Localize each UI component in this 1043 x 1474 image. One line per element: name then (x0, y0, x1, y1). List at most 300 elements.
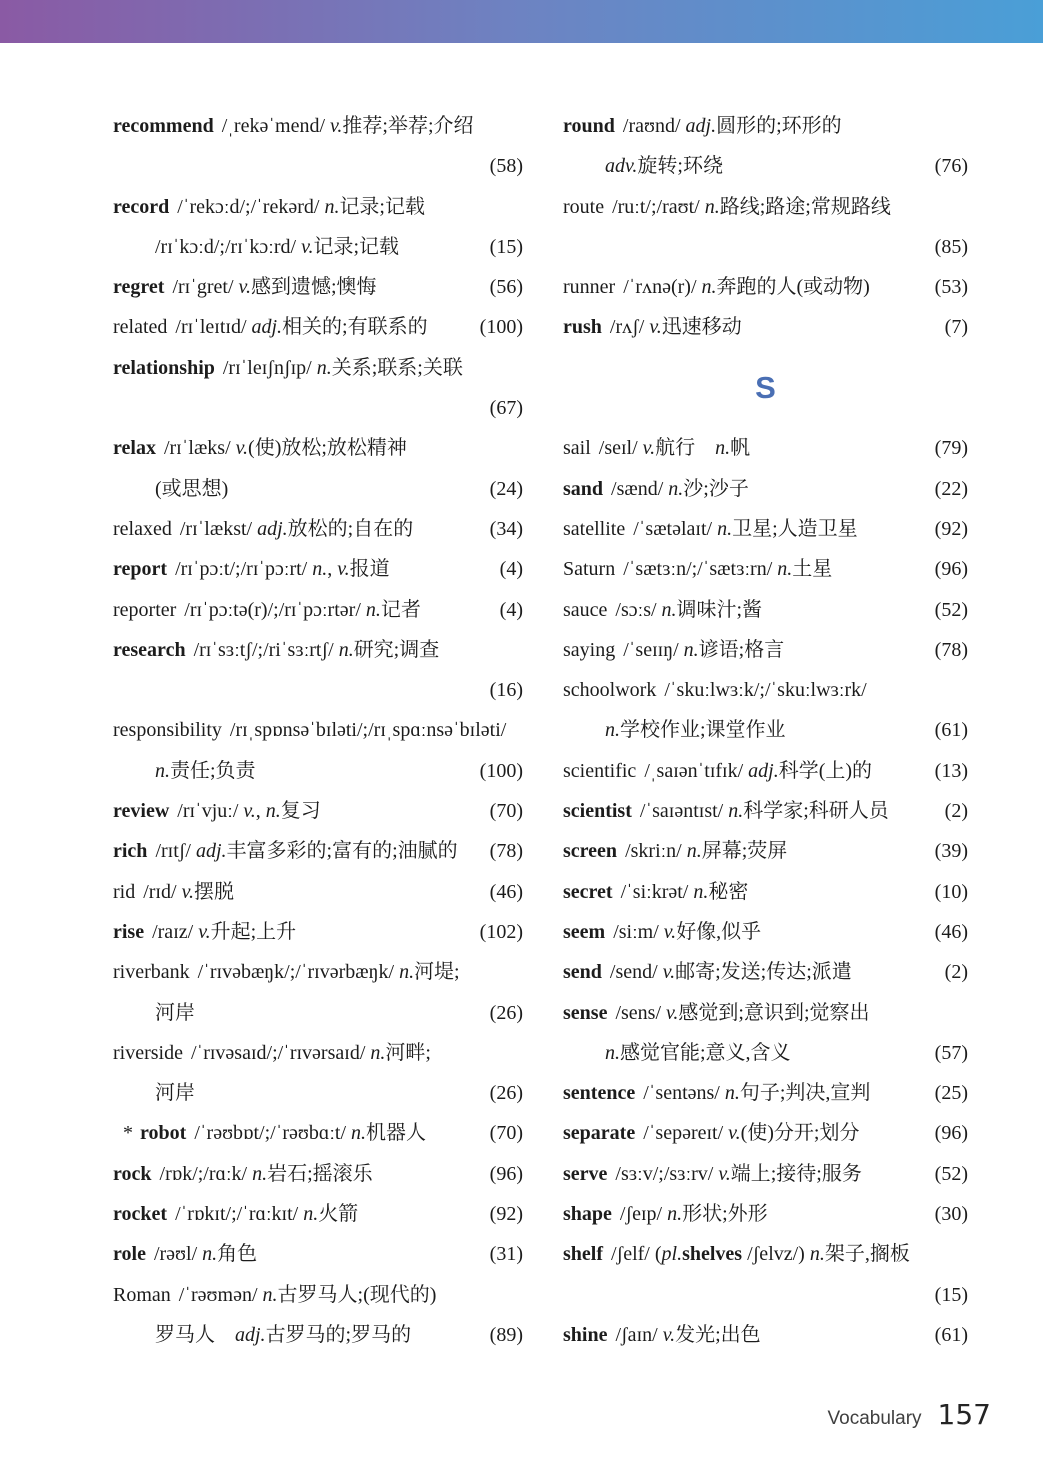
entry-text: 秘密 (708, 880, 749, 903)
entry-line-text (563, 307, 742, 347)
page-ref: (4) (499, 558, 523, 581)
entry-text: 科学(上)的 (778, 759, 873, 782)
entry-text: /rʌʃ/ (609, 316, 650, 339)
pos-abbrev: v. (728, 1122, 741, 1145)
vocab-entry-Roman (113, 1275, 523, 1356)
entry-line (563, 1234, 968, 1274)
entry-text: /rɒk/;/rɑːk/ (159, 1162, 253, 1185)
pos-abbrev: n. (701, 276, 717, 299)
entry-line (113, 146, 523, 186)
entry-line (113, 348, 523, 388)
entry-line (113, 469, 523, 509)
page-ref: (76) (934, 155, 968, 178)
entry-line (113, 187, 523, 227)
entry-text: /sɜːv/;/sɜːrv/ (615, 1162, 719, 1185)
entry-line-text (113, 590, 421, 630)
pos-abbrev: adj. (748, 759, 779, 782)
entry-line (113, 912, 523, 952)
entry-text: 屏幕;荧屏 (701, 840, 788, 863)
entry-line (563, 751, 968, 791)
entry-text: , (255, 800, 266, 823)
entry-text: /rɪˈlækst/ (179, 517, 258, 540)
entry-line (563, 1275, 968, 1315)
entry-line-text (563, 831, 787, 871)
page-ref: (15) (489, 235, 523, 258)
entry-line-text (563, 1154, 862, 1194)
entry-line (113, 872, 523, 912)
entry-line (563, 1315, 968, 1355)
entry-line (113, 267, 523, 307)
entry-text: 放松的;自在的 (287, 517, 414, 540)
page-ref: (10) (934, 880, 968, 903)
vocab-entry-round (563, 106, 968, 187)
vocab-entry-Saturn (563, 549, 968, 589)
entry-line (563, 791, 968, 831)
entry-line-text (113, 267, 377, 307)
vocab-entry-separate (563, 1113, 968, 1153)
entry-text: 丰富多彩的;富有的;油腻的 (226, 840, 458, 863)
entry-text: /ʃelf/ ( (611, 1243, 662, 1266)
headword: Saturn (563, 558, 616, 581)
entry-line (563, 1033, 968, 1073)
vocab-entry-riverside (113, 1033, 523, 1114)
entry-text: 研究;调查 (353, 638, 440, 661)
entry-line (563, 227, 968, 267)
headword: robot (140, 1122, 187, 1145)
page-ref: (15) (934, 1283, 968, 1306)
entry-line-text (563, 1315, 761, 1355)
entry-line (113, 549, 523, 589)
vocab-column-right (563, 106, 968, 1355)
pos-abbrev: n. (365, 598, 381, 621)
page-ref: (100) (479, 316, 523, 339)
entry-line (113, 831, 523, 871)
entry-line-text (113, 428, 407, 468)
entry-line (113, 388, 523, 428)
entry-line-text (113, 993, 195, 1033)
header-gradient-bar (0, 0, 1043, 43)
entry-text: 河堤; (414, 961, 460, 984)
page-ref: (26) (489, 1001, 523, 1024)
entry-line (113, 307, 523, 347)
entry-line (563, 872, 968, 912)
page-ref: (58) (489, 155, 523, 178)
entry-text: 形状;外形 (682, 1203, 768, 1226)
vocab-entry-robot (113, 1113, 523, 1153)
entry-text: 古罗马人;(现代的) (277, 1283, 437, 1306)
pos-abbrev: adj. (257, 517, 288, 540)
entry-text: 学校作业;课堂作业 (620, 719, 786, 742)
entry-line (563, 428, 968, 468)
entry-line-text (563, 1073, 870, 1113)
entry-line (113, 791, 523, 831)
entry-text: 迅速移动 (661, 316, 742, 339)
page-ref: (4) (499, 598, 523, 621)
pos-abbrev: n. (262, 1283, 278, 1306)
page-ref: (30) (934, 1203, 968, 1226)
entry-line (563, 549, 968, 589)
entry-text: 责任;负责 (170, 759, 256, 782)
vocab-entry-sentence (563, 1073, 968, 1113)
entry-text: /rɪˈpɔːtə(r)/;/rɪˈpɔːrtər/ (184, 598, 366, 621)
footer-section-label: Vocabulary (827, 1408, 922, 1429)
entry-text: /rɪˌspɒnsəˈbɪləti/;/rɪˌspɑːnsəˈbɪləti/ (229, 719, 507, 742)
headword: serve (563, 1162, 608, 1185)
headword: runner (563, 276, 616, 299)
entry-line (113, 670, 523, 710)
entry-text: /rəʊl/ (153, 1243, 203, 1266)
page-ref: (2) (944, 800, 968, 823)
entry-text: /ˌsaɪənˈtɪfɪk/ (644, 759, 749, 782)
pos-abbrev: v. (238, 276, 251, 299)
entry-text: /ˈsentəns/ (643, 1082, 725, 1105)
pos-abbrev: n. (605, 1041, 620, 1064)
headword: shine (563, 1323, 608, 1346)
vocab-entry-relax (113, 428, 523, 509)
pos-abbrev: v. (330, 115, 343, 137)
entry-line (563, 993, 968, 1033)
vocab-entry-scientist (563, 791, 968, 831)
pos-abbrev: v. (663, 920, 677, 943)
headword: reporter (113, 598, 177, 621)
vocab-entry-send (563, 952, 968, 992)
page-ref: (61) (934, 719, 968, 742)
page-ref: (24) (489, 477, 523, 500)
headword: send (563, 961, 602, 984)
entry-text: 推荐;举荐;介绍 (342, 115, 474, 137)
entry-text: 土星 (792, 558, 833, 581)
vocab-entry-role (113, 1234, 523, 1274)
headword: related (113, 316, 168, 339)
pos-abbrev: v. (718, 1162, 731, 1185)
entry-text: 记录;记载 (339, 195, 425, 218)
headword: satellite (563, 517, 626, 540)
entry-line (563, 912, 968, 952)
entry-text: /ˈrɪvəsaɪd/;/ˈrɪvərsaɪd/ (190, 1041, 371, 1064)
page-ref: (70) (489, 1122, 523, 1145)
entry-line-text (113, 1113, 426, 1153)
headword: research (113, 638, 186, 661)
entry-text: (或思想) (155, 477, 229, 500)
vocab-entry-satellite (563, 509, 968, 549)
entry-line-text (113, 187, 425, 227)
headword: shape (563, 1203, 612, 1226)
entry-text: 卫星;人造卫星 (732, 517, 858, 540)
vocab-column-left (113, 106, 523, 1355)
entry-line (113, 1194, 523, 1234)
entry-line-text (113, 549, 390, 589)
entry-text: 旋转;环绕 (637, 155, 723, 178)
entry-text: /siːm/ (613, 920, 664, 943)
entry-line-text (113, 227, 399, 267)
vocab-entry-screen (563, 831, 968, 871)
entry-line (563, 267, 968, 307)
entry-line-text (113, 710, 506, 750)
vocab-entry-shelf (563, 1234, 968, 1315)
entry-line-text (563, 1113, 859, 1153)
entry-text: /ˈsepəreɪt/ (643, 1122, 729, 1145)
headword: rid (113, 880, 136, 903)
headword: saying (563, 638, 616, 661)
entry-line-text (113, 1234, 257, 1274)
entry-text: 河畔; (385, 1041, 431, 1064)
entry-text: 架子,搁板 (824, 1243, 910, 1266)
page-ref: (46) (934, 920, 968, 943)
entry-text: /rɪtʃ/ (155, 840, 196, 863)
pos-abbrev: n. (155, 759, 170, 782)
vocab-entry-reporter (113, 590, 523, 630)
headword: rush (563, 316, 602, 339)
entry-line-text (563, 710, 786, 750)
vocab-entry-regret (113, 267, 523, 307)
entry-line-text (563, 912, 761, 952)
entry-text: /raɪz/ (152, 920, 199, 943)
entry-line (563, 630, 968, 670)
headword: secret (563, 880, 613, 903)
entry-line-text (563, 267, 870, 307)
page-ref: (67) (489, 397, 523, 420)
headword: review (113, 800, 170, 823)
headword: rich (113, 840, 148, 863)
entry-text: /ʃaɪn/ (615, 1323, 663, 1346)
page-ref: (78) (489, 840, 523, 863)
headword: scientific (563, 759, 637, 782)
headword: relax (113, 437, 156, 460)
page-ref: (46) (489, 880, 523, 903)
entry-line (563, 670, 968, 710)
entry-line-text (113, 509, 413, 549)
entry-text: /rɪd/ (143, 880, 182, 903)
headword: shelf (563, 1243, 603, 1266)
entry-line-text (563, 670, 867, 710)
entry-text: 圆形的;环形的 (716, 115, 842, 137)
headword: report (113, 558, 168, 581)
pos-abbrev: n. (605, 719, 620, 742)
pos-abbrev: n. (351, 1122, 367, 1145)
headword: regret (113, 276, 165, 299)
pos-abbrev: v. (337, 558, 350, 581)
page-ref: (52) (934, 1162, 968, 1185)
pos-abbrev: n. (312, 558, 328, 581)
entry-text: 罗马人 (155, 1323, 235, 1346)
entry-text: /ˈsaɪəntɪst/ (639, 800, 729, 823)
vocab-entry-relationship (113, 348, 523, 429)
entry-text: /ˌrekəˈmend/ (221, 115, 330, 137)
entry-line-text (563, 469, 749, 509)
pos-abbrev: adj. (195, 840, 227, 863)
entry-text: /raʊnd/ (622, 115, 686, 137)
entry-line-text (113, 751, 256, 791)
entry-text: /ˈsiːkrət/ (620, 880, 694, 903)
headword: responsibility (113, 719, 222, 742)
entry-text: 关系;联系;关联 (331, 356, 463, 379)
entry-line-text (563, 549, 832, 589)
page-ref: (7) (944, 316, 968, 339)
entry-text: /sænd/ (611, 477, 669, 500)
vocab-entry-serve (563, 1154, 968, 1194)
entry-line (113, 1154, 523, 1194)
entry-line (113, 1275, 523, 1315)
vocab-entry-sauce (563, 590, 968, 630)
pos-abbrev: n. (704, 195, 720, 218)
entry-line (113, 952, 523, 992)
entry-text: 感觉到;意识到;觉察出 (678, 1001, 870, 1024)
pos-abbrev: n. (661, 598, 677, 621)
entry-text: 沙;沙子 (683, 477, 749, 500)
entry-line (113, 1113, 523, 1153)
pos-abbrev: n. (303, 1203, 319, 1226)
entry-line (563, 831, 968, 871)
page-ref: (85) (934, 235, 968, 258)
vocab-entry-rock (113, 1154, 523, 1194)
entry-line-text (563, 428, 750, 468)
pos-abbrev: v. (662, 961, 676, 984)
entry-line (563, 509, 968, 549)
headword: Roman (113, 1283, 171, 1306)
entry-text: 帆 (730, 437, 751, 460)
vocab-entry-research (113, 630, 523, 711)
entry-line-text (563, 630, 784, 670)
headword: riverbank (113, 961, 190, 984)
entry-line-text (113, 348, 463, 388)
entry-line (563, 590, 968, 630)
page-ref: (100) (479, 759, 523, 782)
footer-page-number: 157 (937, 1398, 991, 1431)
entry-line-text (563, 952, 852, 992)
page-ref: (34) (489, 517, 523, 540)
vocab-entry-sense (563, 993, 968, 1074)
entry-line-text (563, 1033, 791, 1073)
entry-line (563, 952, 968, 992)
entry-line (563, 1194, 968, 1234)
vocab-entry-recommend (113, 106, 523, 187)
headword: route (563, 195, 605, 218)
entry-text: /ʃelvz/) (742, 1243, 810, 1266)
entry-text: 机器人 (366, 1122, 427, 1145)
vocab-entry-saying (563, 630, 968, 670)
entry-line (563, 1113, 968, 1153)
page-ref: (89) (489, 1323, 523, 1346)
entry-line-text (563, 993, 870, 1033)
pos-abbrev: adv. (605, 155, 638, 178)
entry-line (113, 710, 523, 750)
pos-abbrev: adj. (685, 115, 717, 137)
pos-abbrev: n. (316, 356, 332, 379)
entry-text: 发光;出色 (675, 1323, 761, 1346)
headword: relaxed (113, 517, 172, 540)
entry-text: /rɪˈlæks/ (163, 437, 236, 460)
vocab-entry-shine (563, 1315, 968, 1355)
pos-abbrev: n. (265, 800, 281, 823)
vocab-entry-rid (113, 872, 523, 912)
entry-line-text (113, 872, 234, 912)
entry-line (563, 1073, 968, 1113)
pos-abbrev: v. (235, 437, 249, 460)
pos-abbrev: n. (717, 517, 733, 540)
entry-text: 感觉官能;意义,含义 (620, 1041, 791, 1064)
entry-text: 科学家;科研人员 (743, 800, 889, 823)
page-ref: (70) (489, 800, 523, 823)
headword: round (563, 115, 615, 137)
bold-form: shelves (682, 1243, 743, 1266)
entry-text: 奔跑的人(或动物) (716, 276, 870, 299)
headword: sauce (563, 598, 608, 621)
entry-text: /ˈrɪvəbæŋk/;/ˈrɪvərbæŋk/ (197, 961, 400, 984)
pos-abbrev: v. (181, 880, 194, 903)
entry-line (113, 630, 523, 670)
pos-abbrev: n. (728, 800, 744, 823)
page-ref: (56) (489, 276, 523, 299)
pos-abbrev: adj. (235, 1323, 266, 1346)
pos-abbrev: n. (252, 1162, 268, 1185)
entry-line (113, 1234, 523, 1274)
entry-line (113, 1033, 523, 1073)
page-ref: (31) (489, 1243, 523, 1266)
entry-line-text (113, 1275, 436, 1315)
page-ref: (79) (934, 437, 968, 460)
entry-line-text (113, 1073, 195, 1113)
entry-line-text (563, 872, 748, 912)
vocab-entry-sail (563, 428, 968, 468)
entry-line-text (563, 509, 858, 549)
entry-line-text (113, 1033, 431, 1073)
page-ref: (22) (934, 477, 968, 500)
entry-line-text (113, 469, 228, 509)
headword: recommend (113, 115, 214, 137)
entry-line-text (563, 791, 889, 831)
entry-line (563, 307, 968, 347)
page-ref: (92) (934, 517, 968, 540)
entry-text: 路线;路途;常规路线 (719, 195, 891, 218)
pos-abbrev: n. (324, 195, 340, 218)
pos-abbrev: n. (777, 558, 793, 581)
page-ref: (78) (934, 638, 968, 661)
pos-abbrev: n. (715, 437, 731, 460)
entry-line-text (113, 307, 428, 347)
entry-text: /ˈrəʊmən/ (178, 1283, 263, 1306)
entry-line (113, 106, 523, 146)
page-ref: (102) (479, 920, 523, 943)
pos-abbrev: n. (667, 1203, 683, 1226)
vocab-entry-related (113, 307, 523, 347)
entry-text: /ʃeɪp/ (619, 1203, 668, 1226)
entry-text: /rɪˈkɔːd/;/rɪˈkɔːrd/ (155, 235, 302, 258)
pos-abbrev: n. (370, 1041, 386, 1064)
page-ref: (39) (934, 840, 968, 863)
vocab-entry-shape (563, 1194, 968, 1234)
page-ref: (96) (934, 1122, 968, 1145)
entry-line (563, 1154, 968, 1194)
pos-abbrev: v. (649, 316, 662, 339)
page-ref: (96) (489, 1162, 523, 1185)
entry-text: 复习 (280, 800, 321, 823)
vocab-entry-rise (113, 912, 523, 952)
pos-abbrev: v. (642, 437, 656, 460)
pos-abbrev: v. (198, 920, 211, 943)
pos-abbrev: v. (666, 1001, 679, 1024)
vocab-entry-rocket (113, 1194, 523, 1234)
headword: separate (563, 1122, 636, 1145)
entry-text: /ruːt/;/raʊt/ (612, 195, 705, 218)
entry-line-text (113, 1194, 358, 1234)
headword: sense (563, 1001, 608, 1024)
star-marker: * (123, 1122, 133, 1145)
entry-text: /ˈsætəlaɪt/ (633, 517, 718, 540)
entry-line (563, 710, 968, 750)
entry-text: 火箭 (318, 1203, 359, 1226)
entry-line-text (563, 1234, 910, 1274)
entry-text: 岩石;摇滚乐 (267, 1162, 373, 1185)
